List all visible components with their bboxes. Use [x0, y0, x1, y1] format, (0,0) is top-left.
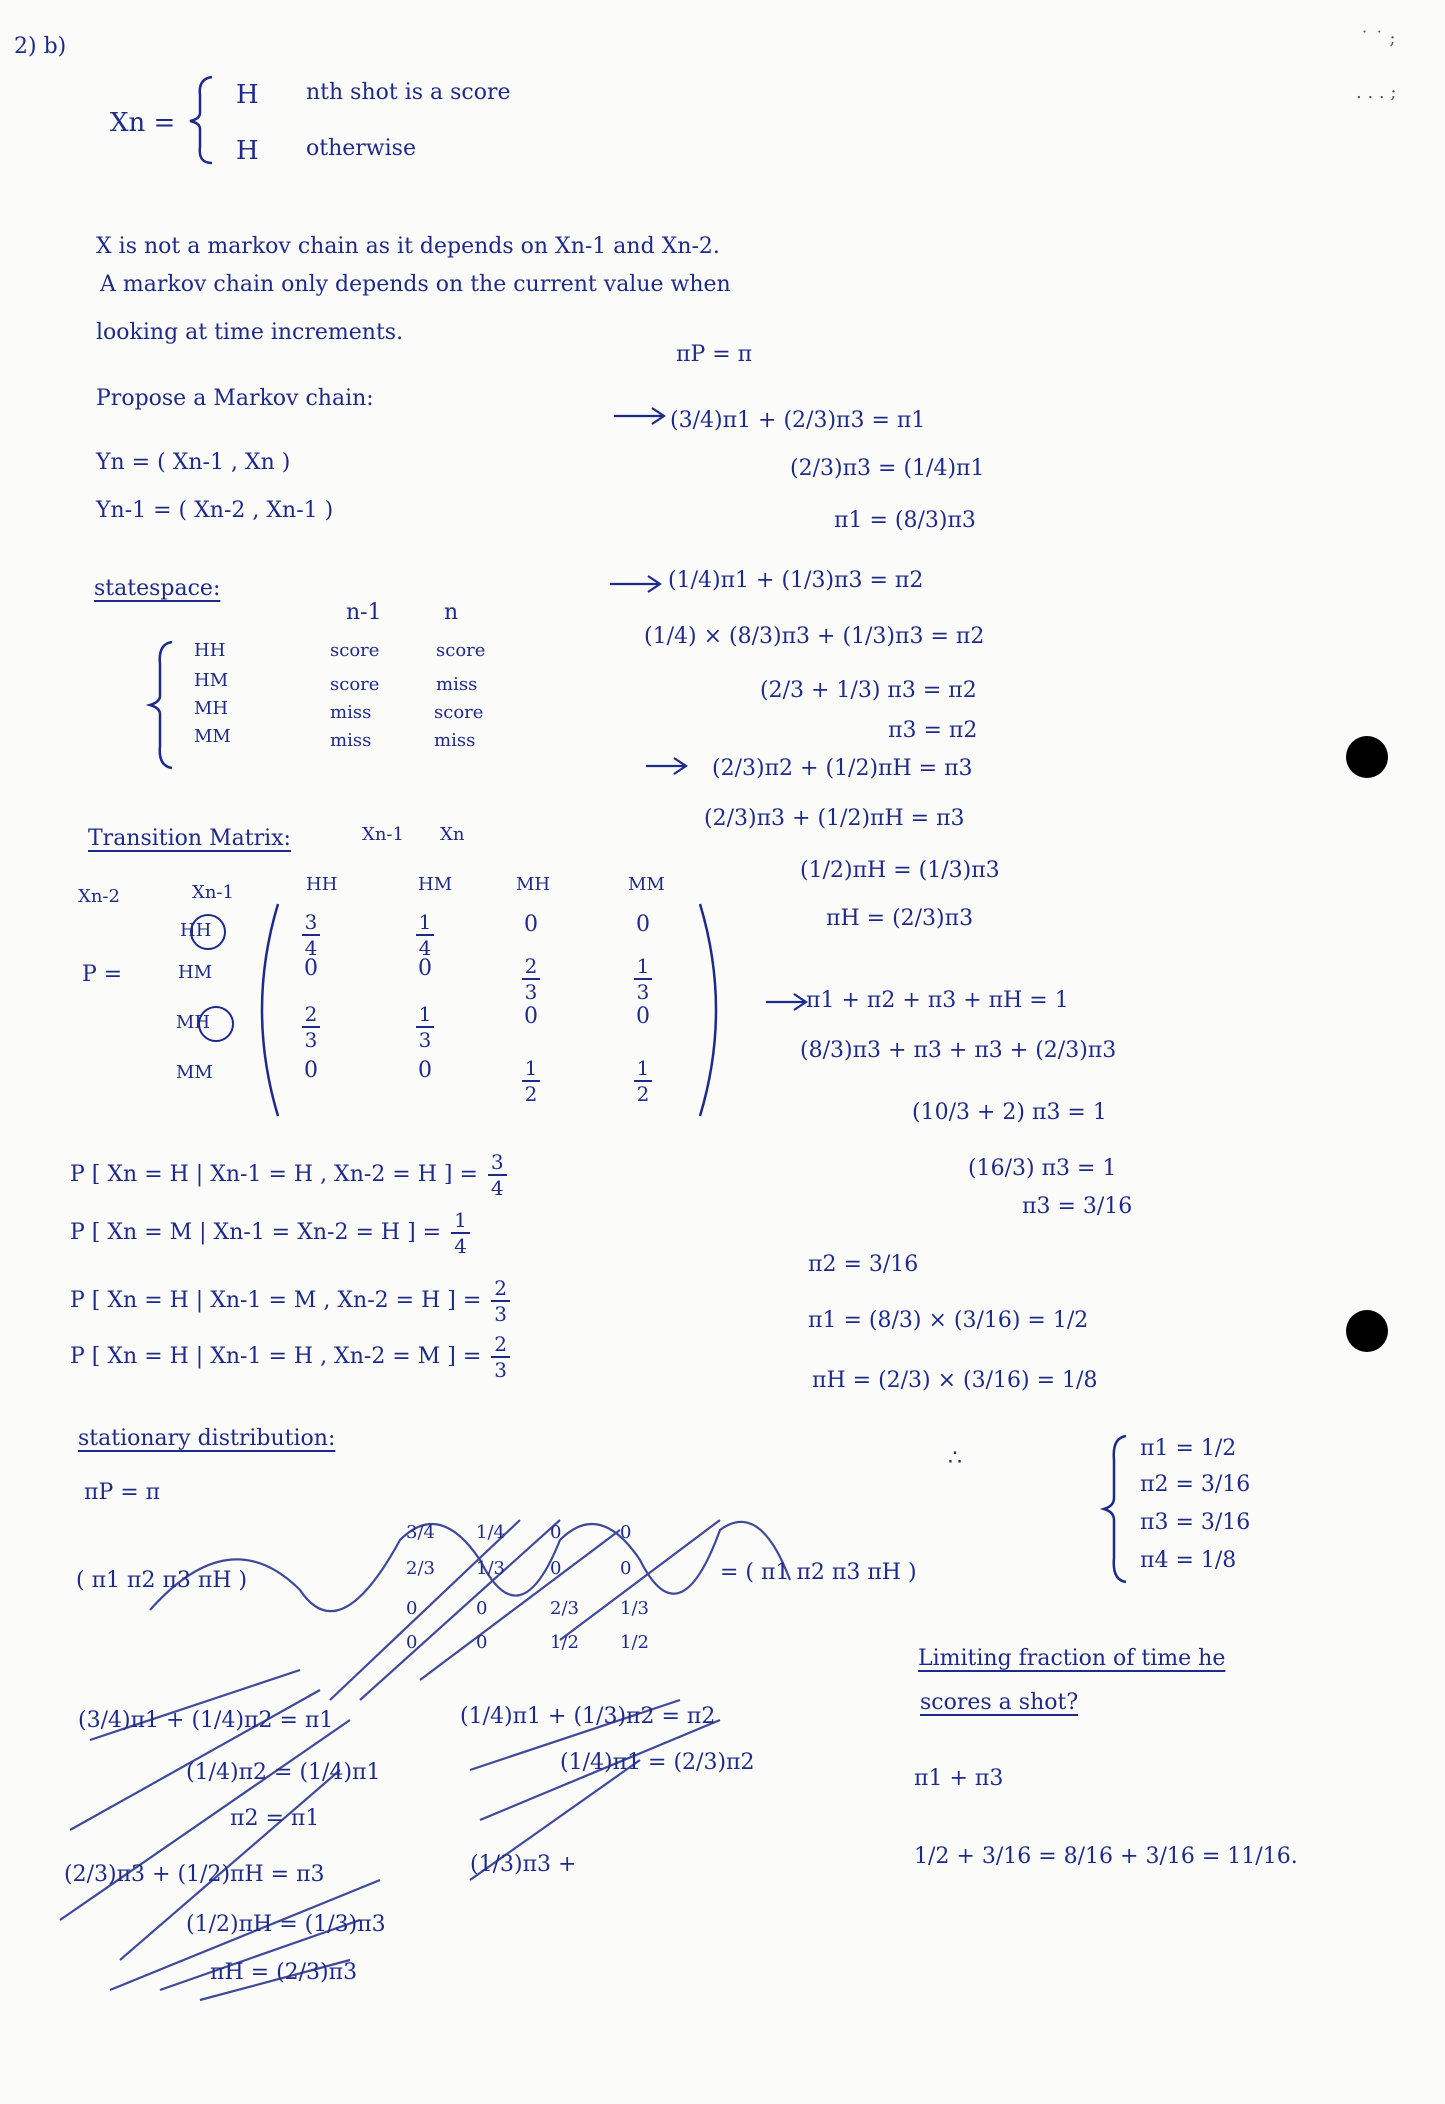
explanation-line2: A markov chain only depends on the current value when — [100, 272, 731, 297]
matrix-row-mh: MH — [176, 1012, 211, 1033]
final-pi1: π1 = 1/2 — [1140, 1436, 1237, 1461]
probability-line-4: P [ Xn = H | Xn-1 = H , Xn-2 = M ] = $\frac{2}{3}$ — [70, 1334, 513, 1380]
scratch-matrix-cell-9: 0 — [406, 1598, 418, 1619]
scratch-matrix-cell-11: 2/3 — [550, 1598, 579, 1619]
prev-hh: score — [330, 640, 380, 661]
solution-line-s8: (2/3)π2 + (1/2)πH = π3 — [712, 756, 973, 781]
yn-definition: Yn = ( Xn-1 , Xn ) — [96, 450, 291, 475]
solution-line-s12: π1 + π2 + π3 + πH = 1 — [806, 988, 1069, 1013]
matrix-cell-r3-c2: $\frac{1}{3}$ — [400, 1004, 450, 1050]
matrix-cell-r1-c1: $\frac{3}{4}$ — [286, 912, 336, 958]
scratch-line-a6: πH = (2/3)π3 — [210, 1960, 358, 1985]
scratch-matrix-cell-4: 0 — [620, 1522, 632, 1543]
corner-mark-bottom: . . . ; — [1356, 82, 1397, 103]
limiting-calculation: 1/2 + 3/16 = 8/16 + 3/16 = 11/16. — [914, 1844, 1298, 1869]
prev-mm: miss — [330, 730, 372, 751]
scratch-line-b2: (1/4)π1 = (2/3)π2 — [560, 1750, 755, 1775]
part-label: 2) b) — [14, 34, 67, 59]
explanation-line3: looking at time increments. — [96, 320, 404, 345]
row-mh-circle — [198, 1004, 238, 1044]
matrix-row-hm: HM — [178, 962, 213, 983]
limiting-question-1: Limiting fraction of time he — [918, 1646, 1226, 1671]
matrix-cell-r4-c2: 0 — [418, 1058, 432, 1083]
yn1-definition: Yn-1 = ( Xn-2 , Xn-1 ) — [96, 498, 334, 523]
arrow-4 — [764, 988, 824, 1018]
scratch-matrix-cell-5: 2/3 — [406, 1558, 435, 1579]
curr-hm: miss — [436, 674, 478, 695]
xn-lhs: Xn = — [110, 108, 176, 138]
explanation-line1: X is not a markov chain as it depends on Xn-1 and Xn-2. — [96, 234, 720, 259]
arrow-3 — [644, 752, 704, 782]
scratch-line-b1: (1/4)π1 + (1/3)π2 = π2 — [460, 1704, 716, 1729]
state-mm: MM — [194, 726, 231, 747]
stationary-equation: πP = π — [84, 1480, 161, 1505]
matrix-cell-r4-c3: $\frac{1}{2}$ — [506, 1058, 556, 1104]
scratch-matrix-cell-2: 1/4 — [476, 1522, 505, 1543]
curr-hh: score — [436, 640, 486, 661]
scratch-matrix-cell-7: 0 — [550, 1558, 562, 1579]
scratch-matrix-cell-10: 0 — [476, 1598, 488, 1619]
matrix-row-hh: HH — [180, 920, 212, 941]
matrix-col-hm: HM — [418, 874, 453, 895]
row-header-xn1: Xn-1 — [192, 882, 234, 903]
statespace-title: statespace: — [94, 576, 221, 601]
solution-line-s2: (2/3)π3 = (1/4)π1 — [790, 456, 985, 481]
solution-line-s1: (3/4)π1 + (2/3)π3 = π1 — [670, 408, 926, 433]
probability-line-1: P [ Xn = H | Xn-1 = H , Xn-2 = H ] = $\frac{3}{4}$ — [70, 1152, 510, 1198]
solution-line-s18: π1 = (8/3) × (3/16) = 1/2 — [808, 1308, 1089, 1333]
punch-hole-top — [1346, 736, 1388, 778]
prev-hm: score — [330, 674, 380, 695]
solution-line-s7: π3 = π2 — [888, 718, 978, 743]
matrix-row-mm: MM — [176, 1062, 213, 1083]
solution-line-header: πP = π — [676, 342, 753, 367]
scratch-matrix-cell-3: 0 — [550, 1522, 562, 1543]
matrix-cell-r3-c1: $\frac{2}{3}$ — [286, 1004, 336, 1050]
solution-line-s15: (16/3) π3 = 1 — [968, 1156, 1117, 1181]
statespace-col-curr: n — [444, 600, 459, 625]
solution-line-s5: (1/4) × (8/3)π3 + (1/3)π3 = π2 — [644, 624, 985, 649]
solution-line-therefore: ∴ — [948, 1446, 962, 1471]
probability-line-3: P [ Xn = H | Xn-1 = M , Xn-2 = H ] = $\frac{2}{3}$ — [70, 1278, 513, 1324]
matrix-cell-r2-c4: $\frac{1}{3}$ — [618, 956, 668, 1002]
solution-line-s19: πH = (2/3) × (3/16) = 1/8 — [812, 1368, 1098, 1393]
row-header-xn2: Xn-2 — [78, 886, 120, 907]
col-header-prev: Xn-1 — [362, 824, 404, 845]
prev-mh: miss — [330, 702, 372, 723]
transition-title: Transition Matrix: — [88, 826, 291, 851]
matrix-cell-r4-c4: $\frac{1}{2}$ — [618, 1058, 668, 1104]
limiting-question-2: scores a shot? — [920, 1690, 1079, 1715]
matrix-cell-r1-c3: 0 — [524, 912, 538, 937]
matrix-cell-r1-c4: 0 — [636, 912, 650, 937]
scratch-matrix-cell-16: 1/2 — [620, 1632, 649, 1653]
solution-line-s4: (1/4)π1 + (1/3)π3 = π2 — [668, 568, 924, 593]
solution-line-s6: (2/3 + 1/3) π3 = π2 — [760, 678, 977, 703]
stationary-title: stationary distribution: — [78, 1426, 336, 1451]
scratch-matrix-cell-1: 3/4 — [406, 1522, 435, 1543]
scratch-line-a5: (1/2)πH = (1/3)π3 — [186, 1912, 386, 1937]
punch-hole-bottom — [1346, 1310, 1388, 1352]
solution-line-s13: (8/3)π3 + π3 + π3 + (2/3)π3 — [800, 1038, 1117, 1063]
state-hh: HH — [194, 640, 226, 661]
matrix-right-paren — [694, 900, 734, 1120]
matrix-col-hh: HH — [306, 874, 338, 895]
scratch-matrix-cell-15: 1/2 — [550, 1632, 579, 1653]
curr-mm: miss — [434, 730, 476, 751]
matrix-cell-r3-c3: 0 — [524, 1004, 538, 1029]
case2-condition: otherwise — [306, 136, 416, 161]
solution-line-s16: π3 = 3/16 — [1022, 1194, 1133, 1219]
matrix-col-mm: MM — [628, 874, 665, 895]
matrix-cell-r3-c4: 0 — [636, 1004, 650, 1029]
matrix-cell-r4-c1: 0 — [304, 1058, 318, 1083]
scratch-matrix-cell-6: 1/3 — [476, 1558, 505, 1579]
proposal-title: Propose a Markov chain: — [96, 386, 374, 411]
state-mh: MH — [194, 698, 229, 719]
case-brace — [188, 75, 218, 165]
case2-value: H — [236, 136, 259, 166]
scratch-line-a3: π2 = π1 — [230, 1806, 320, 1831]
scratch-line-a1: (3/4)π1 + (1/4)π2 = π1 — [78, 1708, 334, 1733]
col-header-curr: Xn — [440, 824, 465, 845]
scratch-result-vector: = ( π1 π2 π3 πH ) — [720, 1560, 917, 1585]
case1-value: H — [236, 80, 259, 110]
arrow-2 — [608, 570, 668, 600]
curr-mh: score — [434, 702, 484, 723]
scratch-matrix-cell-8: 0 — [620, 1558, 632, 1579]
matrix-cell-r1-c2: $\frac{1}{4}$ — [400, 912, 450, 958]
scratch-matrix-cell-13: 0 — [406, 1632, 418, 1653]
row-hh-circle — [190, 912, 230, 952]
matrix-label-p: P = — [82, 962, 123, 987]
scratch-vector: ( π1 π2 π3 πH ) — [76, 1568, 248, 1593]
corner-mark-top: ˙ ˙ ; — [1360, 28, 1396, 49]
final-pi2: π2 = 3/16 — [1140, 1472, 1251, 1497]
solution-line-s14: (10/3 + 2) π3 = 1 — [912, 1100, 1107, 1125]
case1-condition: nth shot is a score — [306, 80, 511, 105]
solution-line-s11: πH = (2/3)π3 — [826, 906, 974, 931]
final-brace — [1102, 1434, 1132, 1584]
final-pi4: π4 = 1/8 — [1140, 1548, 1237, 1573]
scratch-matrix-cell-12: 1/3 — [620, 1598, 649, 1619]
statespace-col-prev: n-1 — [346, 600, 382, 625]
scratch-matrix-cell-14: 0 — [476, 1632, 488, 1653]
scratch-line-a2: (1/4)π2 = (1/4)π1 — [186, 1760, 381, 1785]
solution-line-s17: π2 = 3/16 — [808, 1252, 919, 1277]
matrix-col-mh: MH — [516, 874, 551, 895]
final-pi3: π3 = 3/16 — [1140, 1510, 1251, 1535]
statespace-brace — [148, 640, 178, 770]
solution-line-s9: (2/3)π3 + (1/2)πH = π3 — [704, 806, 965, 831]
arrow-1 — [612, 402, 672, 432]
matrix-cell-r2-c2: 0 — [418, 956, 432, 981]
matrix-left-paren — [244, 900, 284, 1120]
solution-line-s3: π1 = (8/3)π3 — [834, 508, 976, 533]
scratch-line-b3: (1/3)π3 + — [470, 1852, 577, 1877]
state-hm: HM — [194, 670, 229, 691]
matrix-cell-r2-c3: $\frac{2}{3}$ — [506, 956, 556, 1002]
solution-line-s10: (1/2)πH = (1/3)π3 — [800, 858, 1000, 883]
scratch-line-a4: (2/3)π3 + (1/2)πH = π3 — [64, 1862, 325, 1887]
matrix-cell-r2-c1: 0 — [304, 956, 318, 981]
limiting-sum: π1 + π3 — [914, 1766, 1004, 1791]
probability-line-2: P [ Xn = M | Xn-1 = Xn-2 = H ] = $\frac{1}{4}$ — [70, 1210, 473, 1256]
